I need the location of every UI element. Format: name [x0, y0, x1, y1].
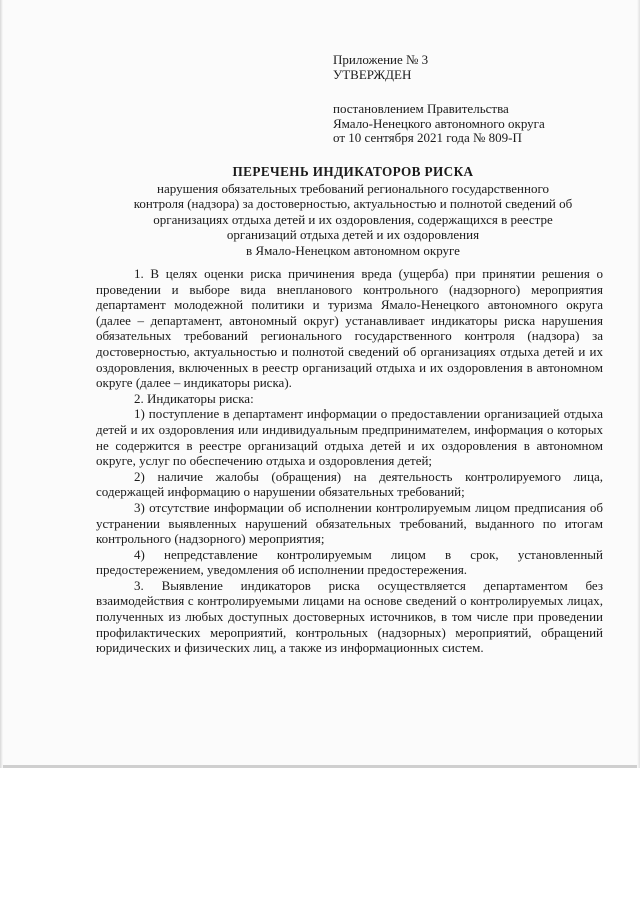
approval-block: [333, 53, 545, 146]
title-sub-line-2: контроля (надзора) за достоверностью, актуальностью и полнотой сведений об: [133, 196, 573, 211]
scan-edge-left: [0, 0, 3, 768]
paragraph-2-item-1: 1) поступление в департамент информации о предоставлении организацией отдыха детей и их оздоровления или индивидуальным предпринимателем, информация о которых не содержится в реестре организаций отдыха детей и их оздоровления в автономном округе, услуг по обеспечению отдыха и оздоровления детей;: [96, 406, 603, 469]
paragraph-3: 3. Выявление индикаторов риска осуществляется департаментом без взаимодействия с контролируемыми лицами на основе сведений о контролируемых лицах, полученных из любых доступных достоверных источников, в том числе при проведении профилактических мероприятий, контрольных (надзорных) мероприятий, обращений юридических и физических лиц, а также из информационных систем.: [96, 577, 603, 656]
title-sub-line-3: организациях отдыха детей и их оздоровления, содержащихся в реестре: [153, 211, 553, 227]
paragraph-1: 1. В целях оценки риска причинения вреда (ущерба) при принятии решения о проведении и выборе вида внепланового контрольного (надзорного) мероприятия департамент молодежной политики и туризма Ямало-Ненецкого автономного округа (далее – департамент, автономный округ) устанавливает индикаторы риска нарушения обязательных требований регионального государственного контроля (надзора) за достоверностью, актуальностью и полнотой сведений об организациях отдыха детей и их оздоровления, включенных в реестр организаций отдыха и их оздоровления в автономном округе (далее – индикаторы риска).: [96, 266, 603, 391]
approval-line-1: постановлением Правительства: [333, 101, 509, 116]
appendix-number: Приложение № 3: [333, 52, 429, 67]
title-main: ПЕРЕЧЕНЬ ИНДИКАТОРОВ РИСКА: [232, 164, 474, 179]
paragraph-2-item-4: 4) непредставление контролируемым лицом в срок, установленный предостережением, уведомления об исполнении предостережения.: [96, 546, 603, 578]
approval-gap: [333, 82, 545, 102]
approved-label: УТВЕРЖДЕН: [333, 66, 412, 82]
approval-line-2: Ямало-Ненецкого автономного округа: [333, 115, 545, 131]
document-body: [96, 266, 603, 656]
title-sub-line-4: организаций отдыха детей и их оздоровления: [226, 227, 480, 242]
paragraph-2-item-3: 3) отсутствие информации об исполнении контролируемым лицом предписания об устранении выявленных нарушений обязательных требований, выданного по итогам контрольного (надзорного) мероприятия;: [96, 499, 603, 547]
paragraph-2-item-2: 2) наличие жалобы (обращения) на деятельность контролируемого лица, содержащей информацию о нарушении обязательных требований;: [96, 468, 603, 500]
document-title: [96, 164, 610, 258]
title-sub-line-1: нарушения обязательных требований регионального государственного: [157, 180, 549, 196]
approval-line-3: от 10 сентября 2021 года № 809-П: [333, 130, 522, 145]
paragraph-2: 2. Индикаторы риска:: [134, 390, 254, 406]
title-sub-line-5: в Ямало-Ненецком автономном округе: [246, 242, 460, 258]
